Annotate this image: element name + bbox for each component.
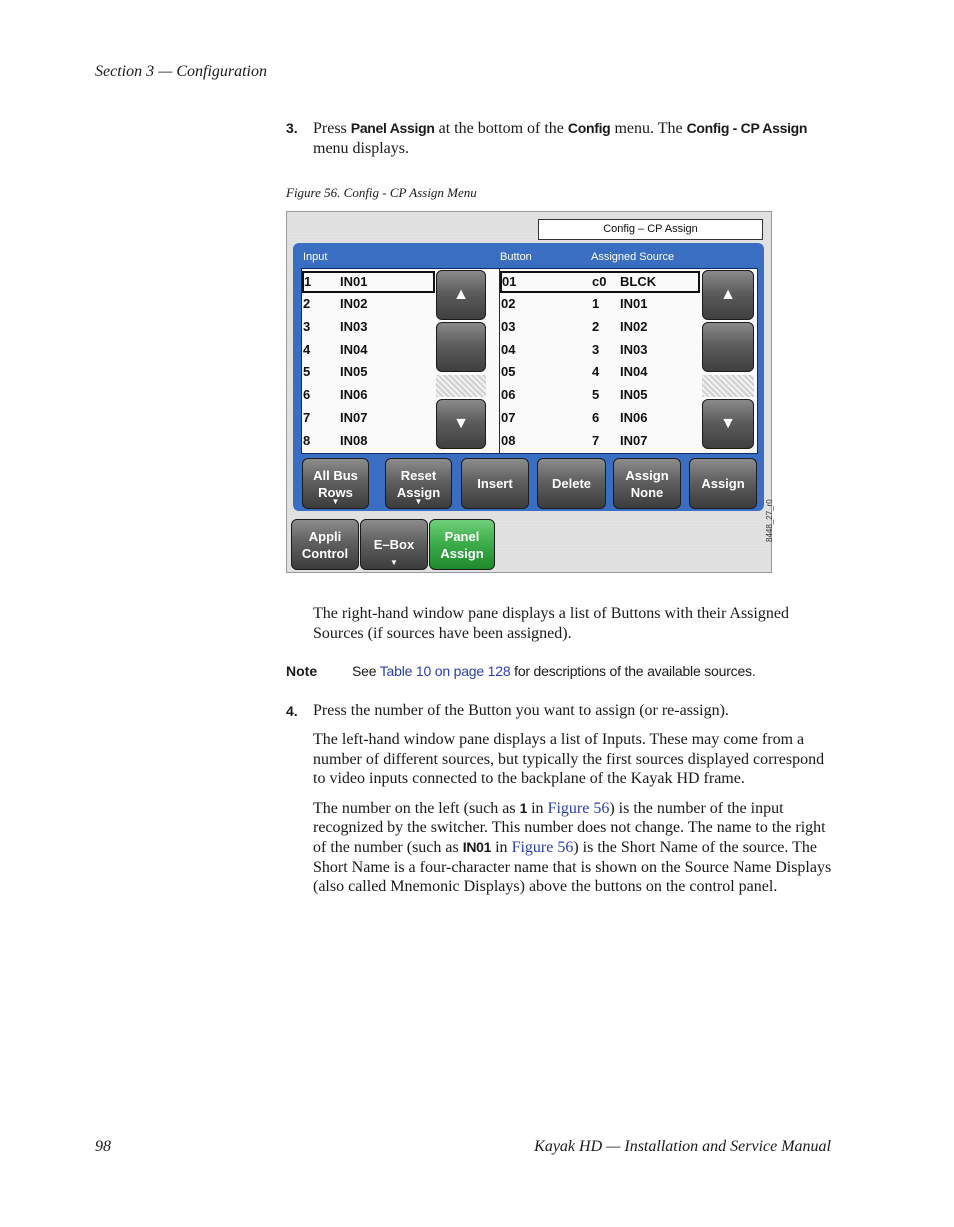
scroll-thumb[interactable] <box>436 322 486 372</box>
input-column-header: Input <box>303 251 328 263</box>
dropdown-arrow-icon: ▼ <box>414 497 423 506</box>
assigned-source-column-header: Assigned Source <box>591 251 675 263</box>
running-header: Section 3 — Configuration <box>95 63 267 80</box>
list-item[interactable]: 06 5 IN05 <box>501 387 648 402</box>
note-text: See Table 10 on page 128 for descriptions of the available sources. <box>352 663 756 679</box>
scroll-up-button[interactable] <box>702 270 754 320</box>
assign-none-button[interactable]: Assign None <box>613 458 681 509</box>
running-footer: Kayak HD — Installation and Service Manual <box>534 1138 831 1155</box>
list-item[interactable]: 03 2 IN02 <box>501 319 648 334</box>
step-4 <box>286 701 831 721</box>
arrow-down-icon: ▼ <box>720 415 736 432</box>
insert-button[interactable]: Insert <box>461 458 529 509</box>
figure-caption: Figure 56. Config - CP Assign Menu <box>286 185 477 200</box>
dropdown-arrow-icon: ▼ <box>390 558 398 567</box>
delete-button[interactable]: Delete <box>537 458 606 509</box>
step-3 <box>286 118 831 159</box>
step-text: Press <box>313 120 351 137</box>
list-item[interactable]: 07 6 IN06 <box>501 410 648 425</box>
dropdown-arrow-icon: ▼ <box>331 497 340 506</box>
list-item[interactable]: 7 IN07 <box>303 410 368 425</box>
menu-title: Config – CP Assign <box>538 219 763 240</box>
bold-term: Panel Assign <box>350 120 435 136</box>
assign-button[interactable]: Assign <box>689 458 757 509</box>
list-item[interactable]: 05 4 IN04 <box>501 364 648 379</box>
scroll-down-button[interactable] <box>702 399 754 449</box>
arrow-down-icon: ▼ <box>453 415 469 432</box>
scroll-thumb[interactable] <box>702 322 754 372</box>
cp-assign-menu-screenshot <box>286 211 772 573</box>
list-item[interactable]: 04 3 IN03 <box>501 342 648 357</box>
list-item[interactable]: 1 IN01 <box>302 271 435 293</box>
bold-term: IN01 <box>462 838 492 855</box>
list-item[interactable]: 6 IN06 <box>303 387 368 402</box>
arrow-up-icon: ▲ <box>720 286 736 303</box>
table-link[interactable]: Table 10 on page 128 <box>379 663 511 679</box>
bold-term: 1 <box>519 799 528 816</box>
assign-panel <box>293 243 764 511</box>
bold-term: Config <box>567 120 611 136</box>
note-label: Note <box>286 663 318 679</box>
step-text: menu. The <box>610 120 687 137</box>
list-item[interactable]: 5 IN05 <box>303 364 368 379</box>
paragraph: The right-hand window pane displays a list of Buttons with their Assigned Sources (if sources have been assigned). <box>313 605 789 642</box>
appli-control-button[interactable]: Appli Control <box>291 519 359 570</box>
step-number: 4. <box>286 703 298 719</box>
scroll-track[interactable] <box>436 375 486 397</box>
figure-id: 8448_27_r0 <box>765 499 774 542</box>
figure-link[interactable]: Figure 56 <box>547 799 610 817</box>
step-number: 3. <box>286 120 298 136</box>
reset-assign-button[interactable]: Reset Assign ▼ <box>385 458 452 509</box>
bold-term: Config - CP Assign <box>686 120 808 136</box>
page-number: 98 <box>95 1138 111 1155</box>
list-item[interactable]: 01 c0 BLCK <box>500 271 700 293</box>
list-item[interactable]: 3 IN03 <box>303 319 368 334</box>
scroll-down-button[interactable] <box>436 399 486 449</box>
panel-assign-button[interactable]: Panel Assign <box>429 519 495 570</box>
e-box-button[interactable]: E–Box ▼ <box>360 519 428 570</box>
step-text: menu displays. <box>313 140 409 157</box>
button-column-header: Button <box>500 251 532 263</box>
paragraph: The left-hand window pane displays a list of Inputs. These may come from a number of different sources, but typically the first sources displayed correspond to video inputs connected to the backplane of the Kayak HD frame. The number on the left (such as 1 in Figure 56) is the number of the input recognized by the switcher. This number does not change. The name to the right of the number (such as IN01 in Figure 56) is the Short Name of the source. The Short Name is a four-character name that is shown on the Source Name Displays (also called Mnemonic Displays) above the buttons on the control panel. <box>313 731 832 896</box>
list-item[interactable]: 02 1 IN01 <box>501 296 648 311</box>
list-item[interactable]: 4 IN04 <box>303 342 368 357</box>
arrow-up-icon: ▲ <box>453 286 469 303</box>
input-list <box>301 268 500 454</box>
list-item[interactable]: 2 IN02 <box>303 296 368 311</box>
list-item[interactable]: 8 IN08 <box>303 433 368 448</box>
all-bus-rows-button[interactable]: All Bus Rows ▼ <box>302 458 369 509</box>
scroll-track[interactable] <box>702 375 754 397</box>
step-text: Press the number of the Button you want to assign (or re-assign). <box>313 702 729 719</box>
list-item[interactable]: 08 7 IN07 <box>501 433 648 448</box>
scroll-up-button[interactable] <box>436 270 486 320</box>
button-list <box>499 268 758 454</box>
step-text: at the bottom of the <box>434 120 568 137</box>
figure-link[interactable]: Figure 56 <box>511 838 574 856</box>
